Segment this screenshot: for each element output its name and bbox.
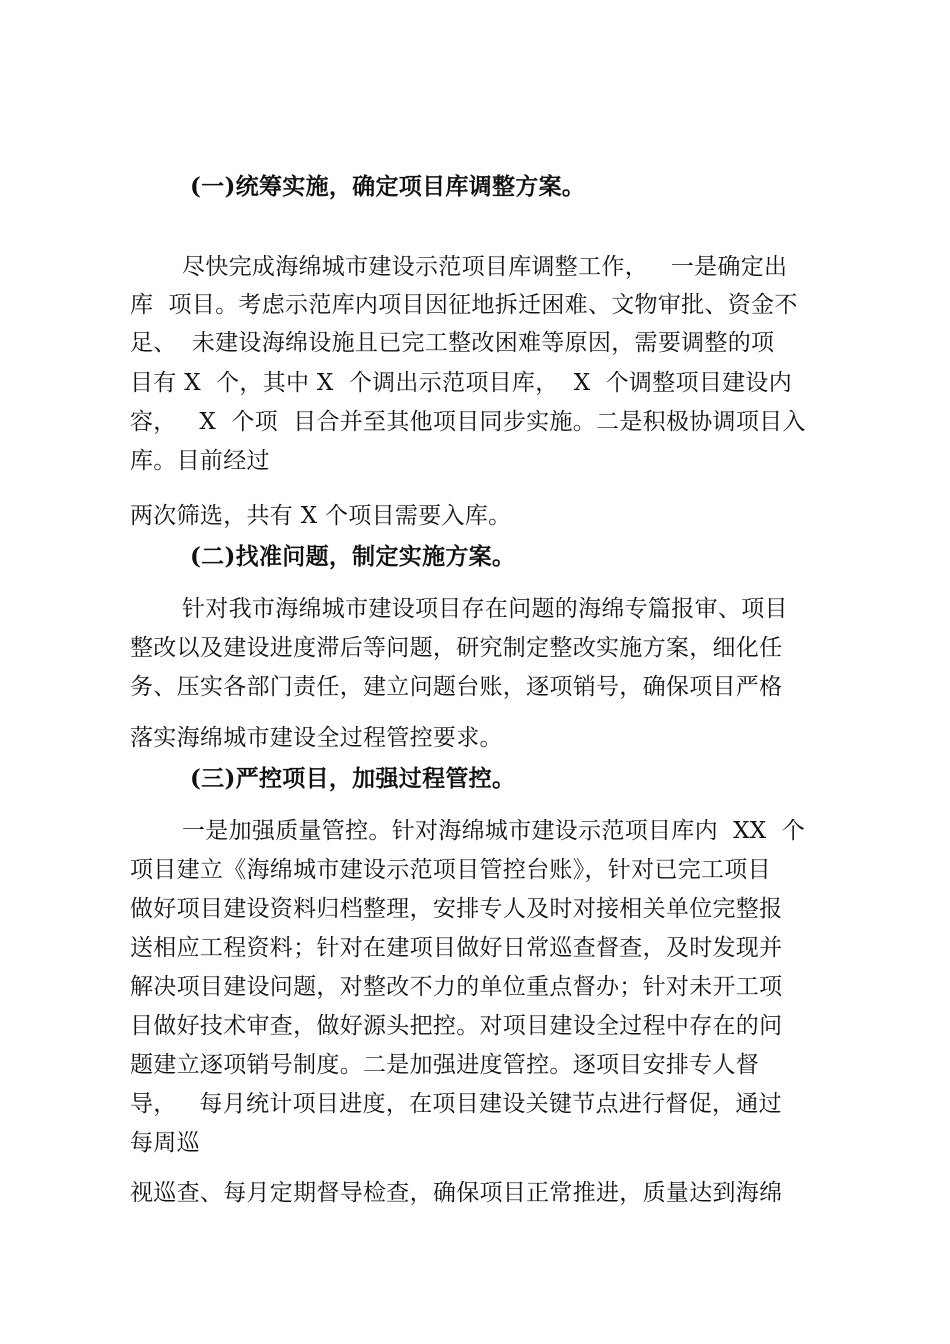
paragraph-line: 尽快完成海绵城市建设示范项目库调整工作， 一是确定出 — [182, 254, 788, 280]
paragraph-line: 落实海绵城市建设全过程管控要求。 — [130, 725, 503, 751]
paragraph-line: 库 项目。考虑示范库内项目因征地拆迁困难、文物审批、资金不 — [130, 292, 798, 318]
section-heading-2: (二)找准问题，制定实施方案。 — [190, 543, 516, 570]
section-heading-1: (一)统筹实施，确定项目库调整方案。 — [190, 173, 586, 200]
paragraph-line: 目做好技术审查，做好源头把控。对项目建设全过程中存在的问 — [130, 1013, 783, 1039]
paragraph-line: 做好项目建设资料归档整理，安排专人及时对接相关单位完整报 — [130, 896, 783, 922]
paragraph-line: 送相应工程资料；针对在建项目做好日常巡查督查，及时发现并 — [130, 935, 783, 961]
paragraph-line: 针对我市海绵城市建设项目存在问题的海绵专篇报审、项目 — [182, 596, 788, 622]
paragraph-line: 项目建立《海绵城市建设示范项目管控台账》，针对已完工项目 — [130, 857, 771, 883]
paragraph-line: 库。目前经过 — [130, 448, 270, 474]
paragraph-line: 两次筛选，共有 X 个项目需要入库。 — [130, 503, 512, 529]
paragraph-line: 视巡查、每月定期督导检查，确保项目正常推进，质量达到海绵 — [130, 1180, 783, 1206]
paragraph-line: 目有 X 个，其中 X 个调出示范项目库， X 个调整项目建设内 — [130, 370, 793, 396]
paragraph-line: 一是加强质量管控。针对海绵城市建设示范项目库内 XX 个 — [182, 818, 805, 844]
paragraph-line: 题建立逐项销号制度。二是加强进度管控。逐项目安排专人督 — [130, 1052, 760, 1078]
paragraph-line: 足、 未建设海绵设施且已完工整改困难等原因，需要调整的项 — [130, 330, 775, 356]
paragraph-line: 解决项目建设问题，对整改不力的单位重点督办；针对未开工项 — [130, 974, 783, 1000]
paragraph-line: 每周巡 — [130, 1130, 200, 1156]
paragraph-line: 容， X 个项 目合并至其他项目同步实施。二是积极协调项目入 — [130, 409, 806, 435]
section-heading-3: (三)严控项目，加强过程管控。 — [190, 765, 516, 792]
paragraph-line: 务、压实各部门责任，建立问题台账，逐项销号，确保项目严格 — [130, 674, 783, 700]
paragraph-line: 整改以及建设进度滞后等问题，研究制定整改实施方案，细化任 — [130, 635, 783, 661]
paragraph-line: 导， 每月统计项目进度，在项目建设关键节点进行督促，通过 — [130, 1091, 782, 1117]
